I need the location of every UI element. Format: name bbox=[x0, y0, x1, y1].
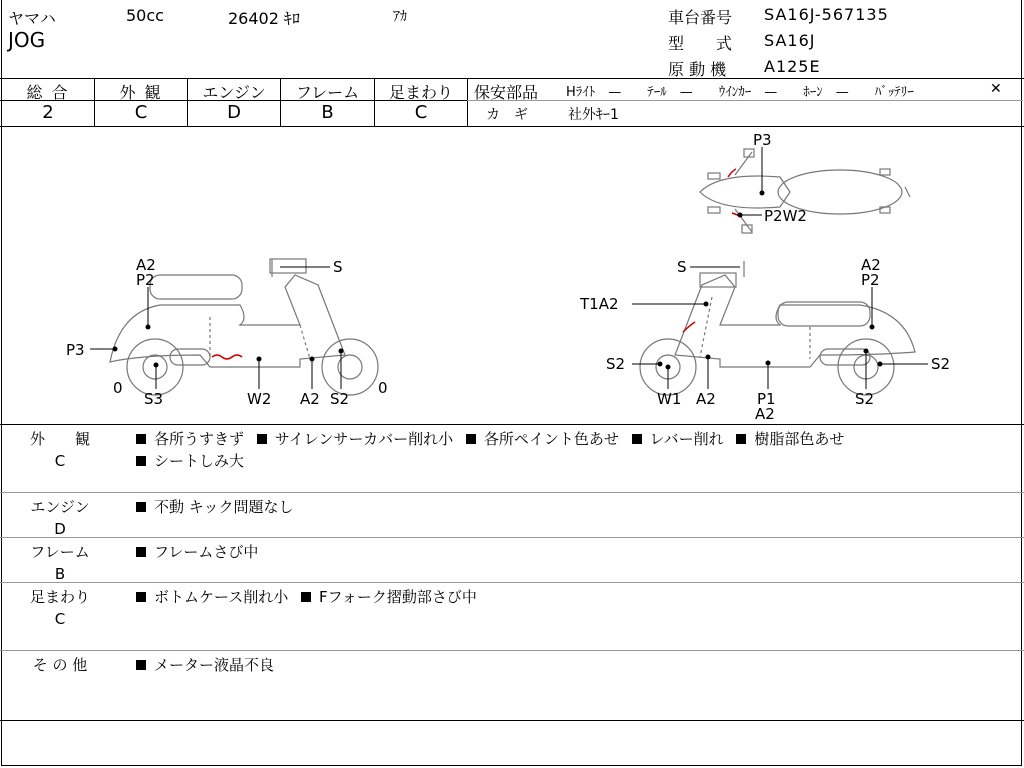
grade-label-engine: エンジン bbox=[202, 83, 266, 102]
label-right-s: S bbox=[677, 258, 687, 276]
frame-no-label: 車台番号 bbox=[668, 8, 733, 27]
key-label: カ ギ bbox=[486, 107, 528, 123]
type-label: 型 式 bbox=[668, 34, 733, 53]
note-category-grade: B bbox=[54, 565, 66, 583]
damage-marks bbox=[212, 169, 742, 359]
label-right-p2: P2 bbox=[861, 271, 880, 289]
type-value: SA16J bbox=[764, 31, 816, 50]
note-item: 樹脂部色あせ bbox=[754, 430, 845, 448]
maker: ヤマハ bbox=[8, 9, 56, 28]
note-category-grade: C bbox=[54, 452, 66, 470]
divider bbox=[0, 492, 1024, 493]
label-right-p1: P1 bbox=[757, 390, 776, 408]
grade-value-engine: D bbox=[227, 102, 241, 123]
note-category-label: 外 観 bbox=[29, 430, 90, 448]
note-item: Fフォーク摺動部さび中 bbox=[319, 588, 477, 606]
label-left-a2-bottom: A2 bbox=[300, 390, 320, 408]
divider bbox=[0, 537, 1024, 538]
label-top-p2w2: P2W2 bbox=[764, 207, 807, 225]
divider bbox=[0, 650, 1024, 651]
note-item: レバー削れ bbox=[649, 430, 724, 448]
note-category-grade: C bbox=[54, 610, 66, 628]
key-value: 社外ｷｰ1 bbox=[568, 107, 619, 123]
label-left-p2: P2 bbox=[136, 271, 155, 289]
label-right-a2-under: A2 bbox=[755, 405, 775, 423]
note-item: 各所ペイント色あせ bbox=[483, 430, 619, 448]
note-exterior-line2 bbox=[136, 450, 244, 472]
note-suspension-line1 bbox=[136, 586, 477, 608]
note-category-label: 足まわり bbox=[29, 588, 90, 606]
label-left-p3: P3 bbox=[66, 341, 85, 359]
grade-label-overall: 総 合 bbox=[26, 83, 70, 102]
note-item: ボトムケース削れ小 bbox=[154, 588, 289, 606]
label-left-s: S bbox=[333, 258, 343, 276]
label-left-a2: A2 bbox=[136, 256, 156, 274]
note-category-grade: D bbox=[54, 520, 66, 538]
label-left-zero-rear: 0 bbox=[378, 379, 388, 397]
grade-label-suspension: 足まわり bbox=[388, 83, 453, 102]
label-left-s2: S2 bbox=[330, 390, 350, 408]
note-item: 各所うすきず bbox=[154, 430, 245, 448]
label-top-p3: P3 bbox=[753, 131, 772, 149]
note-item: サイレンサーカバー削れ小 bbox=[274, 430, 454, 448]
divider bbox=[467, 78, 468, 126]
note-item: メーター液晶不良 bbox=[154, 656, 275, 674]
note-category-label: エンジン bbox=[30, 498, 90, 516]
safety-title: 保安部品 bbox=[474, 83, 539, 102]
label-right-a2: A2 bbox=[861, 256, 881, 274]
divider bbox=[467, 100, 1023, 101]
label-left-s3: S3 bbox=[144, 390, 164, 408]
note-category-label: そ の 他 bbox=[32, 656, 88, 674]
label-right-s2-front: S2 bbox=[606, 355, 626, 373]
note-engine-line1 bbox=[136, 496, 293, 518]
displacement: 50cc bbox=[126, 6, 164, 25]
note-other-line1 bbox=[136, 654, 274, 676]
note-category-suspension bbox=[10, 586, 110, 630]
battery-missing-mark: ✕ bbox=[990, 81, 1002, 97]
grade-label-frame: フレーム bbox=[295, 83, 360, 102]
note-category-label: フレーム bbox=[30, 543, 90, 561]
note-category-frame bbox=[10, 541, 110, 585]
color: ｱｶ bbox=[393, 9, 407, 25]
label-right-a2-bottom: A2 bbox=[696, 390, 716, 408]
note-category-engine bbox=[10, 496, 110, 540]
divider bbox=[0, 582, 1024, 583]
grade-label-exterior: 外 観 bbox=[119, 83, 163, 102]
note-category-exterior bbox=[10, 428, 110, 472]
divider bbox=[0, 424, 1024, 425]
note-item: 不動 キック問題なし bbox=[154, 498, 294, 516]
divider bbox=[0, 78, 1024, 79]
engine-label: 原 動 機 bbox=[668, 60, 727, 79]
note-frame-line1 bbox=[136, 541, 258, 563]
label-right-s2-rear: S2 bbox=[931, 355, 951, 373]
note-category-other bbox=[10, 654, 110, 676]
grade-value-suspension: C bbox=[414, 102, 428, 123]
label-right-s2-bottom: S2 bbox=[855, 390, 875, 408]
note-item: シートしみ大 bbox=[154, 452, 245, 470]
safety-items: Hﾗｲﾄ — ﾃｰﾙ — ｳｲﾝｶｰ — ﾎｰﾝ — ﾊﾞｯﾃﾘｰ bbox=[566, 85, 914, 100]
engine-value: A125E bbox=[764, 57, 821, 76]
grade-value-overall: 2 bbox=[42, 102, 54, 123]
label-right-t1a2: T1A2 bbox=[580, 295, 619, 313]
mileage: 26402 ｷﾛ bbox=[228, 9, 300, 28]
grade-value-exterior: C bbox=[134, 102, 148, 123]
frame-no: SA16J-567135 bbox=[764, 5, 889, 24]
model-name: JOG bbox=[8, 28, 46, 52]
grade-value-frame: B bbox=[321, 102, 334, 123]
divider bbox=[0, 720, 1024, 721]
label-left-w2: W2 bbox=[247, 390, 272, 408]
label-right-w1: W1 bbox=[657, 390, 682, 408]
note-item: フレームさび中 bbox=[154, 543, 259, 561]
note-exterior-line1 bbox=[136, 428, 844, 450]
label-left-zero-front: 0 bbox=[113, 379, 123, 397]
